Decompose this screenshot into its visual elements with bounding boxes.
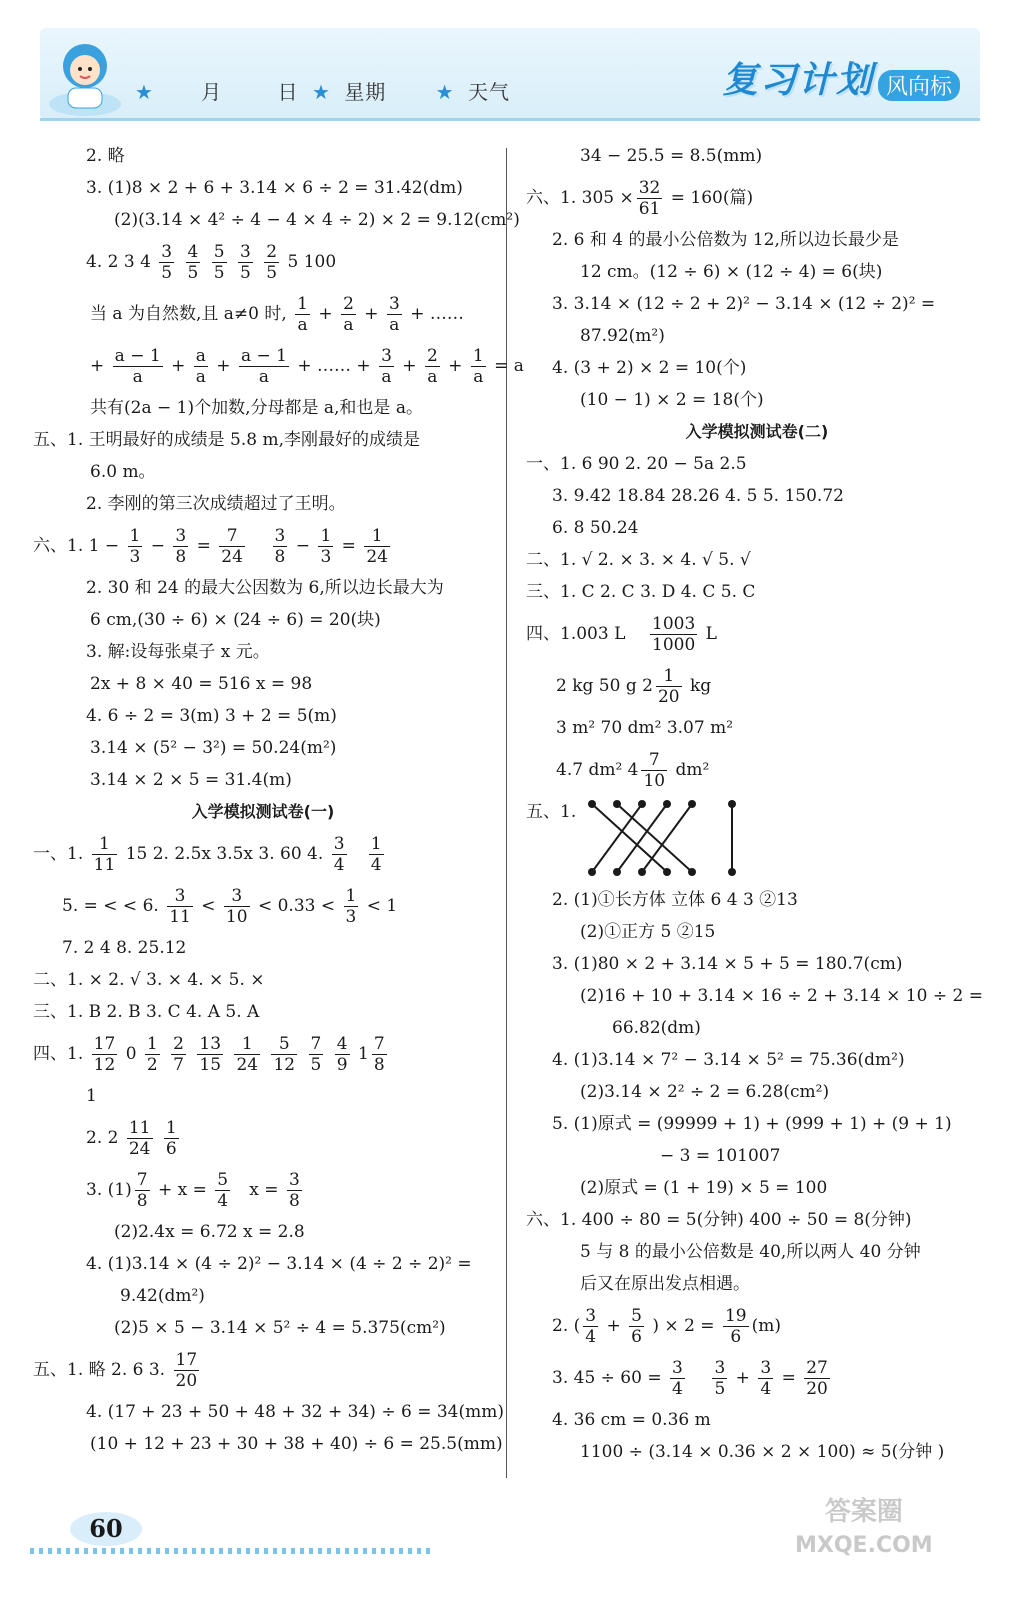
numerator: 3 — [240, 242, 251, 262]
fraction: $\frac{1}{4}$ — [370, 834, 382, 875]
fraction: $\frac{27}{20}$ — [806, 1358, 828, 1399]
fraction: $\frac{7}{8}$ — [373, 1034, 385, 1075]
header-rule — [40, 118, 980, 121]
answer-text: dm² — [675, 760, 710, 780]
answer-line — [522, 744, 992, 796]
fraction: $\frac{5}{6}$ — [631, 1306, 642, 1347]
fraction: $\frac{4}{9}$ — [336, 1034, 348, 1075]
fraction: $\frac{7}{8}$ — [136, 1170, 148, 1211]
answer-text: 3. (1) — [86, 1180, 132, 1200]
answer-line: 三、1. B 2. B 3. C 4. A 5. A — [33, 1002, 260, 1022]
star-icon: ★ — [135, 80, 154, 104]
answer-text: 5. = < < 6. — [62, 896, 159, 916]
numerator: 2 — [266, 242, 278, 262]
answer-text: 五、1. — [526, 802, 577, 822]
fraction: $\frac{2}{a}$ — [426, 346, 438, 387]
watermark-url: MXQE.COM — [795, 1533, 933, 1558]
answer-line — [28, 1112, 498, 1164]
fraction: $\frac{17}{12}$ — [93, 1034, 116, 1075]
watermark-logo-text: 答案圈 — [824, 1497, 903, 1527]
date-weather-line — [135, 76, 516, 105]
answer-line: 4. 36 cm = 0.36 m — [552, 1410, 711, 1430]
answer-text: 4.7 dm² 4 — [556, 760, 639, 780]
answer-line: 87.92(m²) — [580, 326, 665, 346]
answer-line: 2. 略 — [86, 146, 125, 166]
fraction: $\frac{3}{11}$ — [169, 886, 191, 927]
fraction: $\frac{13}{15}$ — [199, 1034, 222, 1075]
answer-text: (m) — [751, 1316, 781, 1336]
answer-line: (2)①正方 5 ②15 — [580, 922, 716, 942]
answer-line: 5. (1)原式 = (99999 + 1) + (999 + 1) + (9 + 1) — [552, 1114, 952, 1134]
answer-line: 2. 6 和 4 的最小公倍数为 12,所以边长最少是 — [552, 230, 899, 250]
section-title: 入学模拟测试卷(二) — [685, 422, 829, 441]
answer-line: 3.14 × 2 × 5 = 31.4(m) — [90, 770, 292, 790]
fraction: $\frac{3}{4}$ — [672, 1358, 683, 1399]
answer-text: 四、1.003 L — [526, 624, 626, 644]
fraction: $\frac{2}{a}$ — [343, 294, 354, 335]
answer-line: 3. 45 ÷ 60 = $\frac{3}{4}$ $\frac{3}{5}$ + $\frac{3}{4}$ = $\frac{27}{20}$ — [552, 1358, 828, 1399]
answer-line: 3. (1)80 × 2 + 3.14 × 5 + 5 = 180.7(cm) — [552, 954, 903, 974]
answer-line: 6.0 m。 — [90, 462, 156, 482]
answer-line: 三、1. C 2. C 3. D 4. C 5. C — [526, 582, 756, 602]
answer-line — [522, 608, 992, 660]
answer-line: 7. 2 4 8. 25.12 — [62, 938, 187, 958]
answer-text: 六、1. 305 × — [526, 188, 634, 208]
fraction: $\frac{3}{5}$ — [714, 1358, 726, 1399]
fraction: $\frac{a - 1}{a}$ — [114, 346, 161, 387]
answer-line: 3.14 × (5² − 3²) = 50.24(m²) — [90, 738, 337, 758]
answer-line: − 3 = 101007 — [660, 1146, 781, 1166]
fraction — [212, 242, 227, 283]
numerator: a − 1 — [114, 346, 161, 366]
numerator: 3 — [161, 242, 173, 262]
fraction: $\frac{2}{7}$ — [173, 1034, 184, 1075]
answer-line: 2. 李刚的第三次成绩超过了王明。 — [86, 494, 346, 514]
fraction — [159, 242, 174, 283]
answer-text: 3. 45 ÷ 60 = — [552, 1368, 662, 1388]
numerator: 5 — [213, 242, 225, 262]
answer-line — [28, 1028, 498, 1080]
answer-line: 3. 9.42 18.84 28.26 4. 5 5. 150.72 — [552, 486, 844, 506]
answer-text: + x = — [157, 1180, 207, 1200]
fraction: $\frac{1003}{1000}$ — [652, 614, 696, 655]
fraction: $\frac{1}{a}$ — [297, 294, 308, 335]
answer-line: 3. (1)8 × 2 + 6 + 3.14 × 6 ÷ 2 = 31.42(dm) — [86, 178, 463, 198]
mascot-illustration — [42, 30, 128, 122]
denominator: 5 — [213, 263, 225, 283]
answer-line: 1100 ÷ (3.14 × 0.36 × 2 × 100) ≈ 5(分钟 ) — [580, 1442, 945, 1462]
fraction: $\frac{1}{24}$ — [366, 526, 388, 567]
watermark — [795, 1495, 933, 1563]
section-title: 入学模拟测试卷(一) — [191, 802, 335, 821]
answer-line: (2)16 + 10 + 3.14 × 16 ÷ 2 + 3.14 × 10 ÷ 2 = — [580, 986, 983, 1006]
fraction: $\frac{7}{10}$ — [643, 750, 666, 791]
answer-line: 3. 解:设每张桌子 x 元。 — [86, 642, 270, 662]
answer-text: 0 — [125, 1044, 137, 1064]
answer-line: 9.42(dm²) — [120, 1286, 205, 1306]
answer-line: 5. = < < 6. $\frac{3}{11}$ < $\frac{3}{10}$ < 0.33 < $\frac{1}{3}$ < 1 — [62, 886, 398, 927]
fraction: $\frac{11}{24}$ — [128, 1118, 151, 1159]
denominator: 5 — [187, 263, 199, 283]
fraction: $\frac{1}{a}$ — [472, 346, 484, 387]
answer-line — [28, 828, 498, 880]
answer-text: < 1 — [366, 896, 398, 916]
answer-line: 2. (1)①长方体 立体 6 4 3 ②13 — [552, 890, 798, 910]
fraction: $\frac{1}{3}$ — [129, 526, 141, 567]
weekday-label: 星期 — [344, 80, 387, 104]
answer-line — [28, 1164, 498, 1216]
fraction: $\frac{1}{20}$ — [657, 666, 680, 707]
right-column — [522, 140, 992, 1468]
answer-text: 2. ( — [552, 1316, 581, 1336]
answer-line: 一、1. 6 90 2. 20 − 5a 2.5 — [526, 454, 747, 474]
fraction: $\frac{1}{3}$ — [345, 886, 357, 927]
answer-text: 六、1. 1 − — [33, 536, 120, 556]
month-label: 月 — [201, 80, 223, 104]
brand-subtitle: 风向标 — [878, 70, 960, 101]
fraction: $\frac{3}{8}$ — [288, 1170, 300, 1211]
answer-line: 4. (1)3.14 × (4 ÷ 2)² − 3.14 × (4 ÷ 2 ÷ 2)² = — [86, 1254, 472, 1274]
fraction: $\frac{1}{24}$ — [236, 1034, 259, 1075]
answer-text: 5 100 — [287, 252, 337, 272]
answer-line: 二、1. × 2. √ 3. × 4. × 5. × — [33, 970, 265, 990]
fraction — [264, 242, 279, 283]
answer-line: 6. 8 50.24 — [552, 518, 639, 538]
answer-line: 2. ( $\frac{3}{4}$ + $\frac{5}{6}$ ) × 2 = $\frac{19}{6}$ (m) — [552, 1306, 781, 1347]
answer-line: 五、1. 王明最好的成绩是 5.8 m,李刚最好的成绩是 — [33, 430, 420, 450]
fraction: $\frac{19}{6}$ — [724, 1306, 747, 1347]
answer-text: kg — [690, 676, 712, 696]
answer-line: 二、1. √ 2. × 3. × 4. √ 5. √ — [526, 550, 751, 570]
page-header — [0, 0, 1012, 135]
answer-text: 15 2. 2.5x 3.5x 3. 60 4. — [125, 844, 324, 864]
answer-line: 3 m² 70 dm² 3.07 m² — [556, 718, 734, 738]
answer-text: < 0.33 < — [257, 896, 336, 916]
answer-line — [522, 796, 992, 884]
fraction: $\frac{1}{2}$ — [146, 1034, 158, 1075]
answer-line: (2)原式 = (1 + 19) × 5 = 100 — [580, 1178, 828, 1198]
answer-text: = 160(篇) — [670, 188, 754, 208]
answer-line: (2)(3.14 × 4² ÷ 4 − 4 × 4 ÷ 2) × 2 = 9.12(cm²) — [114, 210, 520, 230]
answer-text: x = — [249, 1180, 279, 1200]
fraction: $\frac{a}{a}$ — [195, 346, 206, 387]
answer-line: 66.82(dm) — [612, 1018, 701, 1038]
answer-text: 五、1. 略 2. 6 3. — [33, 1360, 166, 1380]
answer-line: (10 − 1) × 2 = 18(个) — [580, 390, 764, 410]
weather-label: 天气 — [467, 80, 510, 104]
fraction: $\frac{3}{a}$ — [388, 294, 400, 335]
brand-title: 复习计划 — [722, 60, 875, 101]
fraction: $\frac{32}{61}$ — [638, 178, 661, 219]
fraction: $\frac{3}{10}$ — [225, 886, 248, 927]
fraction: $\frac{3}{4}$ — [585, 1306, 597, 1347]
answer-text: = a — [494, 356, 524, 376]
answer-line: 2. 30 和 24 的最大公因数为 6,所以边长最大为 — [86, 578, 444, 598]
answer-line — [28, 1344, 498, 1396]
page-number: 60 — [70, 1512, 142, 1546]
fraction: $\frac{3}{4}$ — [333, 834, 345, 875]
answer-line: 2x + 8 × 40 = 516 x = 98 — [90, 674, 313, 694]
day-label: 日 — [277, 80, 299, 104]
answer-line: 共有(2a − 1)个加数,分母都是 a,和也是 a。 — [90, 398, 423, 418]
answer-line: 六、1. 1 − $\frac{1}{3}$ − $\frac{3}{8}$ = $\frac{7}{24}$ $\frac{3}{8}$ − $\frac{1}{3}$ = $\frac{1}{24}$ — [33, 526, 388, 567]
fraction: $\frac{1}{3}$ — [320, 526, 332, 567]
answer-line: 4. (17 + 23 + 50 + 48 + 32 + 34) ÷ 6 = 34(mm) — [86, 1402, 504, 1422]
fraction: $\frac{7}{5}$ — [310, 1034, 322, 1075]
answer-text: ) × 2 = — [652, 1316, 715, 1336]
fraction: $\frac{7}{24}$ — [221, 526, 243, 567]
answer-text: 4. 2 3 4 — [86, 252, 151, 272]
answer-line: 4. (1)3.14 × 7² − 3.14 × 5² = 75.36(dm²) — [552, 1050, 905, 1070]
answer-line: 12 cm。(12 ÷ 6) × (12 ÷ 4) = 6(块) — [580, 262, 883, 282]
fraction: $\frac{17}{20}$ — [175, 1350, 198, 1391]
answer-line: 当 a 为自然数,且 a≠0 时, $\frac{1}{a}$ + $\frac{2}{a}$ + $\frac{3}{a}$ + …… — [90, 294, 464, 335]
answer-line: 3. 3.14 × (12 ÷ 2 + 2)² − 3.14 × (12 ÷ 2)² = — [552, 294, 936, 314]
answer-text: 2. 2 — [86, 1128, 119, 1148]
fraction: $\frac{a - 1}{a}$ — [240, 346, 287, 387]
fraction: $\frac{3}{8}$ — [274, 526, 286, 567]
star-icon: ★ — [312, 80, 331, 104]
denominator: 5 — [240, 263, 251, 283]
answer-text: 四、1. — [33, 1044, 84, 1064]
answer-line: 4. 6 ÷ 2 = 3(m) 3 + 2 = 5(m) — [86, 706, 337, 726]
answer-line: 6 cm,(30 ÷ 6) × (24 ÷ 6) = 20(块) — [90, 610, 381, 630]
answer-line: 34 − 25.5 = 8.5(mm) — [580, 146, 763, 166]
answer-line: 六、1. 400 ÷ 80 = 5(分钟) 400 ÷ 50 = 8(分钟) — [526, 1210, 912, 1230]
fraction: $\frac{3}{4}$ — [760, 1358, 772, 1399]
answer-line: (2)3.14 × 2² ÷ 2 = 6.28(cm²) — [580, 1082, 830, 1102]
fraction: $\frac{3}{8}$ — [175, 526, 187, 567]
answer-text: + …… — [410, 304, 464, 324]
answer-line — [522, 172, 992, 224]
answer-text: 1 — [358, 1044, 369, 1064]
answer-text: 一、1. — [33, 844, 84, 864]
answer-line — [522, 660, 992, 712]
fraction: $\frac{5}{4}$ — [217, 1170, 229, 1211]
left-column — [28, 140, 524, 1460]
numerator: 4 — [187, 242, 199, 262]
answer-line: + $\frac{a - 1}{a}$ + $\frac{a}{a}$ + $\frac{a - 1}{a}$ + …… + $\frac{3}{a}$ + $\frac{2}{a}$ + $\frac{1}{a}$ = a — [90, 346, 524, 387]
fraction: $\frac{5}{12}$ — [273, 1034, 296, 1075]
star-icon: ★ — [435, 80, 455, 104]
answer-line: (10 + 12 + 23 + 30 + 38 + 40) ÷ 6 = 25.5(mm) — [90, 1434, 503, 1454]
answer-text: 当 a 为自然数,且 a≠0 时, — [90, 304, 287, 324]
answer-text: 2 kg 50 g 2 — [556, 676, 653, 696]
answer-line — [28, 236, 498, 288]
fraction — [186, 242, 201, 283]
answer-line: 5 与 8 的最小公倍数是 40,所以两人 40 分钟 — [580, 1242, 921, 1262]
matching-diagram — [582, 796, 752, 880]
answer-text: L — [705, 624, 717, 644]
fraction: $\frac{3}{a}$ — [381, 346, 392, 387]
answer-line: (2)2.4x = 6.72 x = 2.8 — [114, 1222, 305, 1242]
answer-line: 1 — [86, 1086, 97, 1106]
answer-line: (2)5 × 5 − 3.14 × 5² ÷ 4 = 5.375(cm²) — [114, 1318, 446, 1338]
answer-line: 4. (3 + 2) × 2 = 10(个) — [552, 358, 747, 378]
fraction: $\frac{1}{11}$ — [93, 834, 116, 875]
footer-dots — [30, 1548, 430, 1554]
denominator: 5 — [161, 263, 173, 283]
answer-line: 后又在原出发点相遇。 — [580, 1274, 750, 1294]
denominator: 5 — [266, 263, 278, 283]
fraction: $\frac{1}{6}$ — [165, 1118, 177, 1159]
fraction — [238, 242, 253, 283]
